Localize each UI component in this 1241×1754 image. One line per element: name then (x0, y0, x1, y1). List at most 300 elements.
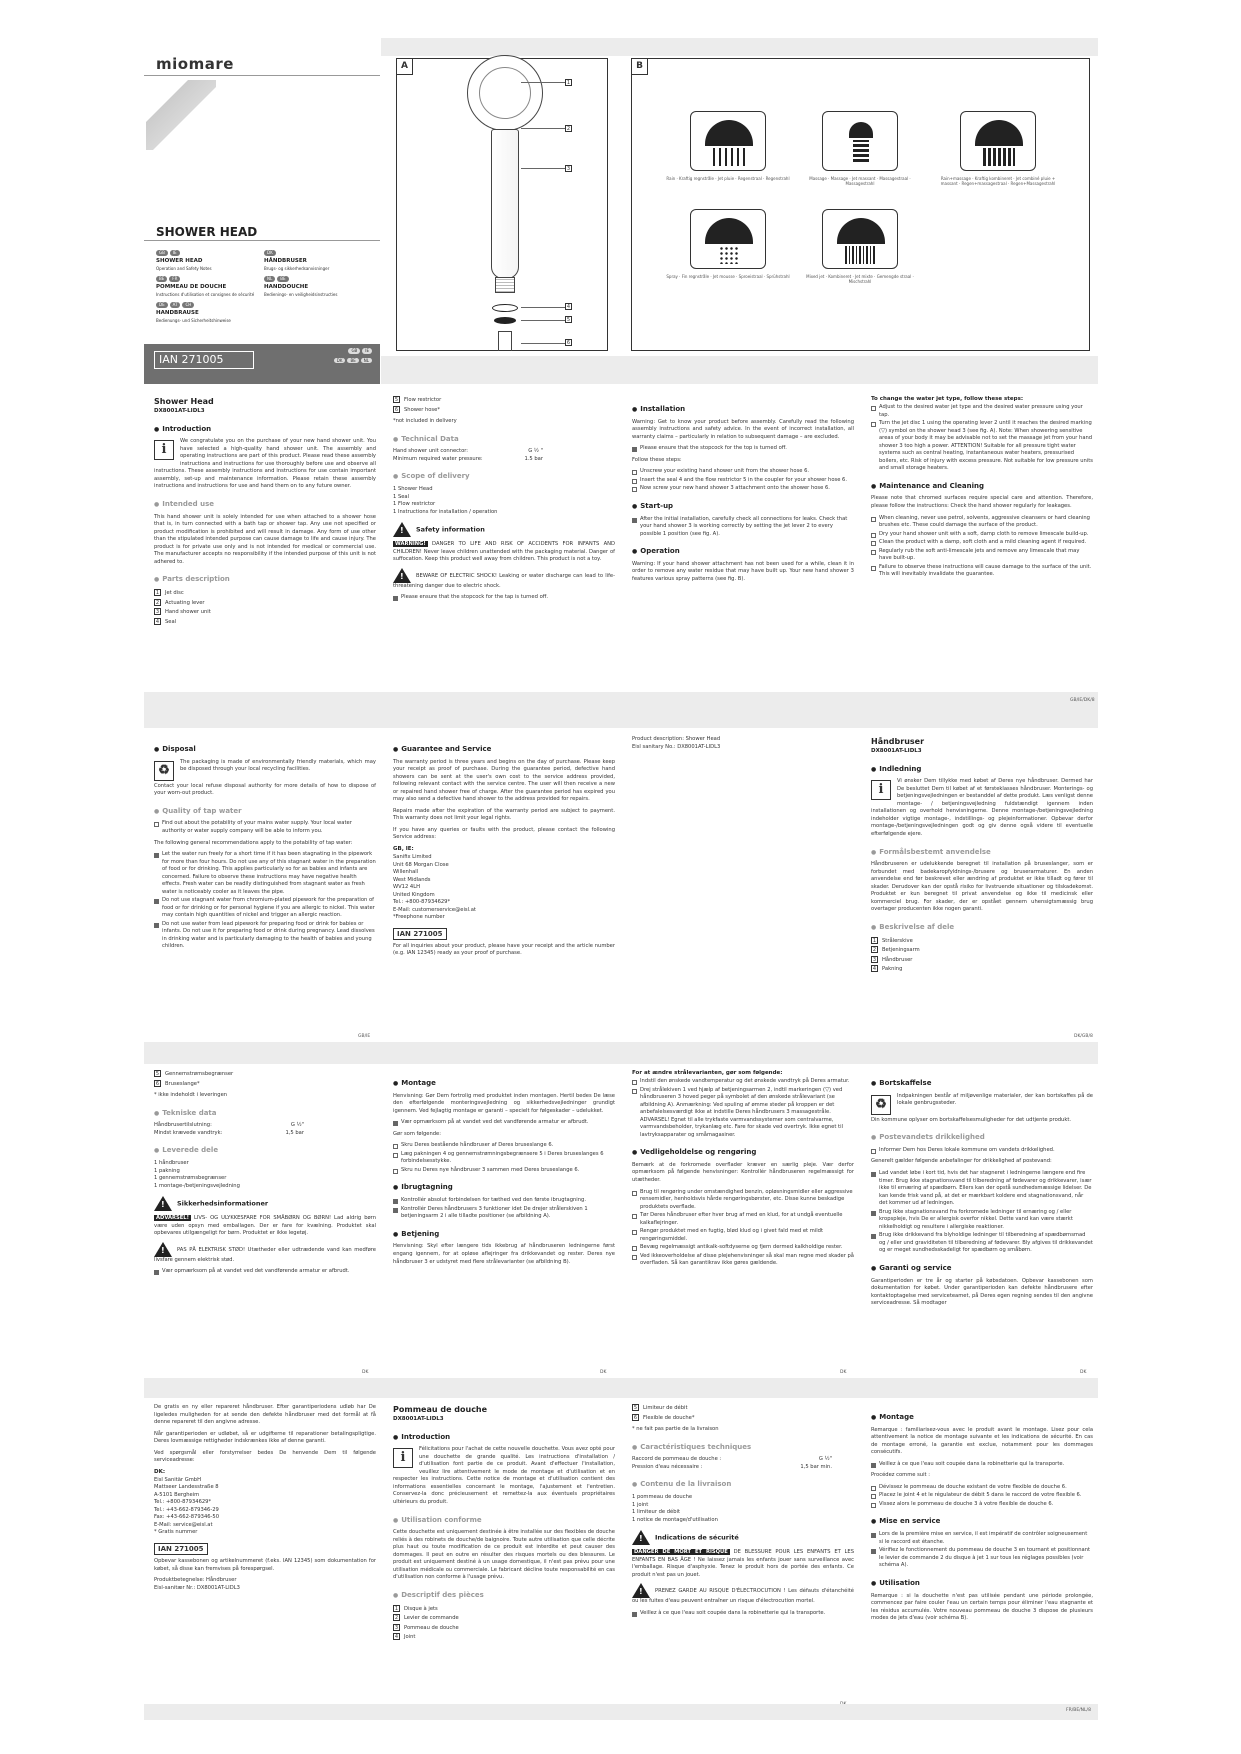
list-item: 2 Betjeningsarm (872, 947, 920, 954)
p4-col1 (154, 1404, 376, 1592)
list-item: Vær opmærksom på at vandet ved det vandførende armatur er afbrudt. (154, 1268, 376, 1276)
figure-band-top (381, 38, 1098, 56)
section-heading: ● Caractéristiques techniques (632, 1442, 854, 1453)
list-item: Rengør produktet med en fugtig, blød klud og i givet fald med et mildt rengøringsmiddel. (632, 1228, 854, 1243)
lang-pill: DE (156, 302, 168, 308)
bullet-list (393, 1197, 615, 1221)
lang-pill: GB (156, 250, 168, 256)
product-description: Produktbetegnelse: Håndbruser (154, 1577, 237, 1584)
lang-pill: BE (156, 276, 167, 282)
list-item: Vérifiez le fonctionnement du pommeau de douche 3 en tournant et positionnant le levier de commande 2 du disque à jet 1 sur tous les réglages possibles (voir schéma A). (871, 1547, 1093, 1570)
warning-text: WARNING! DANGER TO LIFE AND RISK OF ACCIDENTS FOR INFANTS AND CHILDREN! Never leave children unattended with the packaging material. Danger of suffocation. Keep this product well away from children. This product is not a toy. (393, 541, 616, 563)
list-item: Drej strålekiven 1 ved hjælp af betjeningsarmen 2, indtil markeringen (▽) ved håndbruseren 3 hoved peger på symbolet af den ønskede strålevariant (se afbildning A). Anmærkning: Ved spuling af ømme steder på kroppen er det anbefalelsesværdigt ikke at indstille Deres håndbrusers 3 massagestråle. ADVARSEL! Egnet til alle trykfaste varmvandssystemer som centralvarme, varmvandsbeholder, trykanlæg etc. Fare for skade ved overtryk. Ikke egnet til lavtryksapparater og småmagasiner. (632, 1087, 854, 1140)
list-item: 3 Hand shower unit (155, 609, 211, 616)
list-item: Brug til rengøring under omstændighed benzin, opløsningsmidler eller aggressive rensemidler, henholdsvis hårde rengøringsbørster, etc. Disse kunne beskadige produktets overflade. (632, 1189, 854, 1212)
country-badge: BE (347, 358, 358, 364)
figure-b (631, 58, 1090, 351)
info-icon: i (393, 1448, 413, 1468)
scope-item: 1 gennemstrømsbegrænser (154, 1175, 227, 1182)
list-item: Kontrollér Deres håndbrusers 3 funktioner idet De drejer strålerskiven 1 betjeningsarm 2 i alle tilladte positioner (se afbildning A). (393, 1206, 615, 1221)
product-name: HANDDOUCHE (264, 283, 309, 290)
list-item: 5 Gennemstrømsbegrænser (155, 1071, 234, 1077)
step-list (871, 1484, 1093, 1509)
section-heading: ● Introduction (154, 424, 376, 435)
safety-heading: !Safety information (393, 522, 615, 537)
paragraph: The packaging is made of environmentally friendly materials, which may be disposed through your local recycling facilities. (180, 758, 376, 773)
product-item-number: Eisl sanitary No.: DX8001AT-LIDL3 (632, 743, 721, 750)
recycle-icon: ♻ (154, 761, 174, 781)
list-item: Unscrew your existing hand shower unit from the shower hose 6. (632, 468, 854, 476)
list-item: Adjust to the desired water jet type and the desired water pressure using your tap. (871, 404, 1093, 419)
section-heading: ● Betjening (393, 1229, 615, 1240)
product-name: HÅNDBRUSER (264, 257, 307, 264)
list-item: 2 Levier de commande (394, 1615, 459, 1622)
paragraph: For all inquiries about your product, please have your receipt and the article number (e.g. IAN 12345) ready as your proof of purchase. (393, 942, 615, 957)
paragraph: Garantiperioden er tre år og starter på købsdatoen. Opbevar kassebonen som dokumentation for købet. Under garantiperioden kan defekte håndbrusere efter kontaktoptagelse med serviceteamet, på Deres egen regning sendes til den angivne serviceadresse. Så modtager (871, 1277, 1093, 1307)
lang-pill: BE (277, 276, 288, 282)
paragraph: Indpakningen består af miljøvenlige materialer, der kan bortskaffes på de lokale genbrugssteder. (897, 1092, 1093, 1107)
subheading: To change the water jet type, follow these steps: (871, 396, 1024, 402)
spray-caption: Rain · Kraftig regnstråle · Jet pluie · Regenstraal · Regenstrahl (666, 176, 790, 181)
bullet-list (632, 1610, 854, 1618)
lang-pill: FR (169, 276, 180, 282)
spec-row: Pression d'eau nécessaire : 1,5 bar min. (632, 1463, 832, 1470)
scope-item: 1 Flow restrictor (393, 501, 436, 508)
parts-list (393, 1605, 615, 1642)
list-item: Please ensure that the stopcock for the top is turned off. (632, 445, 854, 453)
section-heading: ● Guarantee and Service (393, 744, 615, 755)
spray-massage-icon (822, 111, 898, 171)
spray-mixed-icon (822, 209, 898, 269)
model-number: DX8001AT-LIDL3 (393, 1415, 444, 1422)
ian-label: IAN 271005 (154, 1543, 208, 1555)
section-heading: ● Ibrugtagning (393, 1182, 615, 1193)
callout-1: 1 (566, 80, 571, 86)
list-item: 5 Limiteur de débit (633, 1405, 688, 1411)
paragraph: The warranty period is three years and begins on the day of purchase. Please keep your receipt as proof of purchase. During the guarantee period, defective hand showers can be sent at the user's own cost to the service address provided, following relevant contact with the service centre. The user will then receive a new or repaired hand shower free of charge. After the guarantee period has expired you may also send a defective hand shower to the address provided for repairs. (393, 758, 615, 803)
list-item: Find out about the potability of your mains water supply. Your local water authority or water supply company will be able to inform you. (154, 820, 376, 835)
section-heading: ● Operation (632, 546, 854, 557)
p2-col4 (871, 736, 1093, 978)
bullet-list (154, 820, 376, 835)
parts-list (393, 396, 615, 414)
list-item: 5 Flow restrictor (394, 397, 442, 403)
scope-item: 1 håndbruser (154, 1160, 189, 1167)
paragraph: Henvisning: Skyl efter længere tids ikkebrug af håndbruseren ledningerne først engang igennem, for at opløse aflejringer fra drikkevandet og rester. Deres nye håndbruser 3 er udstyret med flere strålevarianter (se afbildning B). (393, 1243, 615, 1265)
callout-5: 5 (566, 317, 571, 323)
paragraph: Please note that chromed surfaces require special care and attention. Therefore, please follow the instructions: Check the hand shower regularly for leakages. (871, 495, 1093, 509)
figure-band-bottom (381, 356, 1098, 384)
section-heading: ● Scope of delivery (393, 471, 615, 482)
product-desc: Instructions d'utilisation et consignes de sécurité (156, 291, 255, 297)
product-fr (156, 276, 266, 297)
p2-col2 (393, 736, 615, 962)
callout-4: 4 (566, 304, 571, 310)
service-address: GB, IE: Sanifix Limited Unit 68 Morgan Close Willenhall West Midlands WV12 4LH United Kingdom Tel.: +800-87934629* E-Mail: customerservice@eisl.at *Freephone number (393, 846, 476, 921)
section-heading: ● Mise en service (871, 1516, 1093, 1527)
list-item: 6 Shower hose* (394, 406, 440, 413)
spec-row: Hand shower unit connector: G ½ " (393, 448, 543, 455)
scope-item: 1 pakning (154, 1167, 180, 1174)
section-heading: ● Technical Data (393, 434, 615, 445)
parts-list (632, 1404, 854, 1422)
country-badge: GB (348, 348, 360, 354)
cover-panel (144, 38, 380, 384)
spec-row: Minimum required water pressure: 1.5 bar (393, 455, 543, 462)
subheading: For at ændre strålevarianten, gør som følgende: (632, 1070, 783, 1076)
list-item: When cleaning, never use petrol, solvents, aggressive cleansers or hard cleaning brushes etc. These could damage the surface of the product. (871, 515, 1093, 530)
callout-lines (521, 168, 565, 169)
list-item: Vissez alors le pommeau de douche 3 à votre flexible de douche 6. (871, 1501, 1093, 1509)
list-item: 1 Disque à jets (394, 1605, 438, 1612)
section-heading: ● Montage (393, 1078, 615, 1089)
brand-logo: miomare (156, 55, 234, 73)
paragraph: Din kommune oplyser om bortskaffelsesmuligheder for det udtjente produkt. (871, 1116, 1072, 1123)
ian-label: IAN 271005 (393, 928, 447, 940)
warning-icon (632, 1583, 650, 1598)
list-item: Indstil den ønskede vandtemperatur og det ønskede vandtryk på Deres armatur. (632, 1078, 854, 1086)
lang-pill: DK (264, 250, 276, 256)
paragraph: Remarque : familiarisez-vous avec le produit avant le montage. Lisez pour cela attentivement la notice de montage suivante et les indications de sécurité. En cas de montage erroné, la garantie est exclue, notamment pour les dommages consécutifs. (871, 1426, 1093, 1456)
page-footer: DK/GB/8 (1074, 1034, 1093, 1039)
section-heading: ● Maintenance and Cleaning (871, 481, 1093, 492)
product-gb (156, 250, 266, 271)
section-heading: ● Formålsbestemt anvendelse (871, 847, 1093, 858)
list-item: Insert the seal 4 and the flow restrictor 5 in the coupler for your shower hose 6. (632, 477, 854, 485)
figure-b-label: B (632, 59, 648, 75)
list-item: Let the water run freely for a short time if it has been stagnating in the pipework for more than four hours. Do not use any of this stagnant water in the preparation of food or for drinking. This applies particularly so for as babies and infants are concerned. Failure to observe these instructions may have negative health effects. Fresh water can be readily distinguished from stagnant water as fresh water is noticeably cooler as it leaves the pipe. (154, 851, 376, 896)
section-heading: ● Start-up (632, 501, 854, 512)
step-list (393, 1142, 615, 1174)
p2-col3 (632, 736, 854, 751)
warning-icon (154, 1196, 172, 1211)
page-footer: GB/IE (358, 1034, 371, 1039)
list-item: Do not use water from lead pipework for preparing food or drink for babies or infants. Do not use it for preparing food or drink during pregnancy. Lead dissolves in drinking water and is particularly damaging to the health of babies and young children. (154, 921, 376, 951)
page-footer: FR/BE/NL/8 (1066, 1708, 1091, 1713)
p3-col2 (393, 1070, 615, 1270)
paragraph: The following general recommendations apply to the potability of tap water: (154, 839, 353, 846)
product-desc: Operation and Safety Notes (156, 265, 212, 271)
p4-col4 (871, 1404, 1093, 1627)
section-heading: ● Introduction (393, 1432, 615, 1443)
product-de (156, 302, 266, 323)
list-item: Skru Deres bestående håndbruser af Deres bruseslange 6. (393, 1142, 615, 1150)
paragraph: This hand shower unit is solely intended for use when attached to a shower hose that is, in turn connected with a bath tap or shower tap. Any use not specified or product modification is prohibited and will result in damage. Any form of use other than the stipulated intended purpose can cause damage to life and cause injury. The product is for private use only and is not intended for medical or commercial use. The manufacturer accepts no responsibility if the intended purpose of this unit is not adhered to. (154, 513, 376, 565)
spray-caption: Rain+massage · Kraftig kombineret · Jet combiné pluie + massant · Regen+massagestraal · Regen+Massagestrahl (940, 176, 1056, 187)
list-item: Ved ikkeoverholdelse af disse plejehenvisninger så skal man regne med skader på overfladen. Så kan garantikrav ikke gøres gældende. (632, 1253, 854, 1268)
paragraph: We congratulate you on the purchase of your new hand shower unit. You have selected a high-quality hand shower unit. The assembly and operating instructions are part of this product. Please read these assembly instructions and instructions for use thoroughly before use and observe all instructions. These assembly instructions and instructions for use contain important assembly, set-up and maintenance information. Please retain these assembly instructions and instructions for use and hand them on to any future owner. (154, 438, 376, 490)
section-heading: ● Postevandets drikkelighed (871, 1132, 1093, 1143)
doc-title: Shower Head (154, 397, 214, 406)
list-item: Veillez à ce que l'eau soit coupée dans la robinetterie qui la transporte. (871, 1461, 1093, 1469)
callout-lines (521, 343, 565, 344)
scope-item: 1 limiteur de débit (632, 1509, 681, 1516)
list-item: Now screw your new hand shower 3 attachment onto the shower hose 6. (632, 485, 854, 493)
country-badge: DK (334, 358, 346, 364)
bullet-list (632, 445, 854, 453)
list-item: 4 Pakning (872, 966, 903, 973)
warning-text: !PAS PÅ ELEKTRISK STØD! Utætheder eller udtrædende vand kan medføre livsfare gennem elektrisk stød. (154, 1242, 376, 1265)
warning-text: DANGER DE MORT ET RISQUE DE BLESSURE POUR LES ENFANTS ET LES ENFANTS EN BAS ÂGE ! Ne laissez jamais les enfants jouer sans surveillance avec l'emballage. Risque d'asphyxie. Tenez le produit hors de portée des enfants. Ce produit n'est pas un jouet. (632, 1549, 854, 1578)
list-item: Lad vandet løbe i kort tid, hvis det har stagneret i ledningerne længere end fire timer. Brug ikke stagnationsvand til tilberedning af fødevarer og drikkevarer, især ikke til ernæring af spædbørn. Ellers kan der opstå sundhedsmæssige lidelser. De kan kende frisk vand på, at det er mærkbart koldere end stagnationsvand, når det kommer ud af ledningen. (871, 1170, 1093, 1208)
bullet-list (154, 851, 376, 951)
spray-caption: Mixed jet · Kombineret · Jet mixte · Gemengde straal · Mischstrahl (806, 274, 914, 285)
list-item: Tør Deres håndbruser efter hver brug af med en klud, for at undgå eventuelle kalkaflejringer. (632, 1212, 854, 1227)
page-footer: GB/IE/DK/8 (1070, 698, 1095, 703)
scope-item: 1 notice de montage/d'utilisation (632, 1516, 718, 1523)
footnote: * ne fait pas partie de la livraison (632, 1426, 719, 1433)
paragraph: Gør som følgende: (393, 1130, 441, 1137)
bullet-list (393, 594, 615, 602)
paragraph: Ved spørgsmål eller forstyrrelser bedes De henvende Dem til følgende serviceadresse: (154, 1449, 376, 1464)
warning-text: ADVARSEL! LIVS- OG ULYKKESFARE FOR SMÅBØRN OG BØRN! Lad aldrig børn være uden opsyn med emballagen. Der er fare for kvælning. Produktet skal opbevares utilgængeligt for børn. Produktet er ikke legetøj. (154, 1215, 376, 1237)
list-item: Vær opmærksom på at vandet ved det vandførende armatur er afbrudt. (393, 1119, 615, 1127)
warning-icon (393, 522, 411, 537)
list-item: Please ensure that the stopcock for the tap is turned off. (393, 594, 615, 602)
bullet-list (871, 1531, 1093, 1570)
parts-list (154, 1070, 376, 1088)
shower-coupler-drawing (495, 277, 515, 293)
model-number: DX8001AT-LIDL3 (154, 407, 205, 414)
scope-item: 1 pommeau de douche (632, 1494, 693, 1501)
list-item: 2 Actuating lever (155, 599, 205, 606)
page-footer: DK (600, 1370, 607, 1375)
parts-list (871, 937, 1093, 974)
bullet-list (871, 1147, 1093, 1155)
shower-handle-drawing (491, 129, 519, 279)
cover-title: SHOWER HEAD (156, 225, 258, 239)
footer-band (144, 1042, 1098, 1064)
section-heading: ● Indledning (871, 764, 1093, 775)
list-item: 4 Joint (394, 1634, 416, 1641)
footnote: *not included in delivery (393, 418, 457, 425)
spray-caption: Spray · Fin regnstråle · Jet mousse · Sproeistraal · Sprühstrahl (666, 274, 790, 279)
section-heading: ● Beskrivelse af dele (871, 922, 1093, 933)
product-nl (264, 276, 374, 297)
list-item: 4 Seal (155, 618, 177, 625)
page-footer: DK (1080, 1370, 1087, 1375)
callout-2: 2 (566, 126, 571, 132)
step-list (632, 1078, 854, 1139)
product-name: POMMEAU DE DOUCHE (156, 283, 227, 290)
list-item: 3 Håndbruser (872, 956, 913, 963)
p3-col3 (632, 1070, 854, 1272)
warning-icon (393, 568, 411, 583)
callout-3: 3 (566, 166, 571, 172)
section-heading: ● Bortskaffelse (871, 1078, 1093, 1089)
section-heading: ● Leverede dele (154, 1145, 376, 1156)
restrictor-drawing (494, 317, 516, 324)
section-heading: ● Parts description (154, 574, 376, 585)
p2-col1 (154, 736, 376, 955)
model-number: DX8001AT-LIDL3 (871, 747, 922, 754)
spray-rain-massage-icon (960, 111, 1036, 171)
doc-title: Pommeau de douche (393, 1405, 488, 1414)
list-item: Lors de la première mise en service, il est impératif de contrôler soigneusement si le raccord est étanche. (871, 1531, 1093, 1546)
list-item: After the initial installation, carefully check all connections for leaks. Check that your hand shower 3 is working correctly by setting the jet lever 2 to every possible 1 position (see fig. A). (632, 516, 854, 539)
safety-heading: !Sikkerhedsinformationer (154, 1196, 376, 1211)
service-address: DK: Eisl Sanitär GmbH Mattseer Landesstraße 8 A-5101 Bergheim Tel.: +800-87934629* Tel.: +43-662-879346-29 Fax: +43-662-879346-50 E-Mail: service@eisl.at * Gratis nummer (154, 1468, 220, 1536)
country-badge: NL (361, 358, 372, 364)
paragraph: Procédez comme suit : (871, 1472, 930, 1479)
ian-box: IAN 271005 (154, 351, 254, 369)
spray-rain-icon (690, 111, 766, 171)
paragraph: Cette douchette est uniquement destinée à être installée sur des flexibles de douche reliés à des robinets de douche/de baignoire. Toute autre utilisation que celle décrite plus haut ou toute modification de ce produit est interdite et peut causer des dommages. Il peut en outre en résulter des risques mortels ou des blessures. Le produit est uniquement destiné à un usage domestique, il n'est pas prévu pour une utilisation médicale ou commerciale. Le fabricant décline toute responsabilité en cas d'utilisation non conforme à l'usage prévu. (393, 1529, 615, 1581)
paragraph: Follow these steps: (632, 456, 682, 463)
doc-title: Håndbruser (871, 737, 925, 746)
paragraph: If you have any queries or faults with the product, please contact the following Service address: (393, 826, 615, 841)
footnote: * ikke indeholdt i leveringen (154, 1092, 228, 1099)
section-heading: ● Installation (632, 404, 854, 415)
p1-col2 (393, 396, 615, 606)
list-item: Bevæg regelmæssigt antikalk-softdyserne og fjern dermed kalkholdige rester. (632, 1244, 854, 1252)
country-badges (314, 348, 374, 365)
p4-col2 (393, 1404, 615, 1646)
product-photo (146, 80, 216, 150)
paragraph: Håndbruseren er udelukkende beregnet til installation på bruseslanger, som er forbundet med badekaropfyldnings-/brusere og bruserarmaturer. En anden anvendelse end før beskrevet eller ændring af produktet er ikke tilladt og fører til skader. Derudover kan der opstå risiko for livstruende situationer og tilskadekomst. Produktet er kun beregnet til privat anvendelse og ikke til medicinsk eller kommerciel brug. For skader, der er opstået gennem uhensigtsmæssig brug overtager producenten ikke nogen garanti. (871, 861, 1093, 913)
seal-drawing (492, 304, 518, 312)
section-heading: ● Utilisation (871, 1578, 1093, 1589)
list-item: Turn the jet disc 1 using the operating lever 2 until it reaches the desired marking (▽) symbol on the shower head 3 (see fig. A). Note: When showering sensitive areas of your body it may be advisable not to set the massage jet from your hand shower 3 too high a power. ATTENTION! Suitable for all pressure tight water systems such as central heating, instantaneous water heaters, pressurised boilers, etc. Risk of injury with excess pressure. Not suitable for low pressure units and small storage heaters. (871, 420, 1093, 473)
paragraph: Vi ønsker Dem tillykke med købet af Deres nye håndbruser. Dermed har De besluttet Dem til købet af et førsteklasses håndbruser. Monterings- og betjeningsvejledningen er bestanddel af dette produkt. Læs venligst denne montage- / betjeningsvejledning fuldstændigt igennem inden installationen og overhold henvisningerne. Denne montage-/betjeningsvejledning indeholder vigtige montage-, indstillings- og plejeinformationer. Opbevar derfor montage-/betjeningsvejledningen godt og giv denne også videre til eventuelle efterfølgende ejere. (871, 778, 1093, 837)
bullet-list (393, 1119, 615, 1127)
country-badge: IE (362, 348, 372, 354)
product-item-number: Eisl-sanitær Nr.: DX8001AT-LIDL3 (154, 1584, 240, 1591)
paragraph: Repairs made after the expiration of the warranty period are subject to payment. This warranty does not limit your legal rights. (393, 807, 615, 822)
callout-lines (521, 128, 565, 129)
paragraph: Generelt gælder følgende anbefalinger for drikkelighed af postevand: (871, 1158, 1052, 1165)
paragraph: Remarque : si la douchette n'est pas utilisée pendant une période prolongée, commencez par faire couler l'eau un certain temps pour éliminer l'eau stagnante et les résidus accumulés. Votre nouveau pommeau de douche 3 dispose de plusieurs modes de jets d'eau (voir schéma B). (871, 1592, 1093, 1622)
list-item: Skru nu Deres nye håndbruser 3 sammen med Deres bruseslange 6. (393, 1167, 615, 1175)
page-footer: DK (362, 1370, 369, 1375)
list-item: 3 Pommeau de douche (394, 1624, 459, 1631)
list-item: Dévissez le pommeau de douche existant de votre flexible de douche 6. (871, 1484, 1093, 1492)
list-item: Regularly rub the soft anti-limescale jets and remove any limescale that may have built-up. (871, 548, 1093, 563)
list-item: Læg pakningen 4 og gennemstrømningsbegrænsere 5 i Deres bruseslanges 6 forbindelsesstykke. (393, 1151, 615, 1166)
recycle-icon: ♻ (871, 1095, 891, 1115)
callout-lines (521, 82, 565, 83)
product-desc: Brugs- og sikkerhedsanvisninger (264, 265, 330, 271)
list-item: 6 Flexible de douche* (633, 1414, 695, 1421)
lang-pill: AT (170, 302, 181, 308)
page-footer: DK (840, 1370, 847, 1375)
spray-caption: Massage · Massage · Jet massant · Massagestraal · Massagestrahl (809, 176, 911, 187)
lang-pill: IE (170, 250, 180, 256)
paragraph: Contact your local refuse disposal authority for more details of how to dispose of your worn-out product. (154, 782, 376, 797)
list-item: 1 Strålerskive (872, 937, 913, 944)
section-heading: ● Contenu de la livraison (632, 1479, 854, 1490)
list-item: Failure to observe these instructions will cause damage to the surface of the unit. This will inevitably invalidate the guarantee. (871, 564, 1093, 579)
warning-text: !PRENEZ GARDE AU RISQUE D'ÉLECTROCUTION ! Les défauts d'étanchéité ou les fuites d'eau peuvent entraîner un risque d'électrocution mortel. (632, 1583, 854, 1606)
paragraph: Henvisning: Gør Dem fortrolig med produktet inden montagen. Hertil bedes De læse den efterfølgende monteringsvejledning og sikkerhedsvejledninger grundigt igennem. Ved fejlagtig montage er garanti – specielt for følgeskader – udelukket. (393, 1092, 615, 1114)
section-heading: ● Tekniske data (154, 1108, 376, 1119)
scope-item: 1 Seal (393, 493, 410, 500)
p3-col4 (871, 1070, 1093, 1312)
callout-lines (521, 320, 565, 321)
list-item: 1 Jet disc (155, 590, 184, 597)
brand-underline (144, 75, 380, 76)
product-desc: Bedienungs- und Sicherheitshinweise (156, 317, 231, 323)
bullet-list (871, 1461, 1093, 1469)
parts-list (154, 589, 376, 626)
list-item: 6 Bruseslange* (155, 1080, 200, 1087)
bullet-list (871, 1170, 1093, 1255)
scope-item: 1 Instructions for installation / operation (393, 508, 498, 515)
warning-text: !BEWARE OF ELECTRIC SHOCK! Leaking or water discharge can lead to life-threatening danger due to electric shock. (393, 568, 615, 591)
figure-a-label: A (397, 59, 413, 75)
p1-col3 (632, 396, 854, 588)
list-item: Brug ikke stagnationsvand fra forkromede ledninger til ernæring og / eller kropspleje, hvis De er allergisk overfor nikkel. Dette vand kan være stærkt nikkelholdigt og resultere i allergiske reaktioner. (871, 1209, 1093, 1232)
list-item: Clean the product with a damp, soft cloth and a mild cleaning agent if required. (871, 539, 1093, 547)
p1-col4 (871, 396, 1093, 583)
shower-head-inner (479, 67, 531, 119)
scope-item: 1 montage-/betjeningsvejledning (154, 1182, 240, 1189)
lang-pill: CH (182, 302, 194, 308)
spec-row: Håndbrusertilslutning: G ½" (154, 1122, 304, 1129)
paragraph: Bemærk at de forkromede overflader kræver en særlig pleje. Vær derfor opmærksom på følgende henvisninger: Kontrollér håndbruseren regelmæssigt for utætheder. (632, 1161, 854, 1183)
callout-6: 6 (566, 340, 571, 346)
footer-band (144, 1378, 1098, 1398)
safety-heading: !Indications de sécurité (632, 1530, 854, 1545)
paragraph: Félicitations pour l'achat de cette nouvelle douchette. Vous avez opté pour une douchette de grande qualité. Les instructions d'installation / d'utilisation font partie de ce produit. Avant d'effectuer l'installation, veuillez lire attentivement le mode de montage et d'utilisation et en respecter les instructions. Cette notice de montage et d'utilisation contient des informations essentielles concernant le montage, l'ajustement et l'entretien. Conservez-la donc précieusement et remettez-la aux éventuels propriétaires ultérieurs du produit. (393, 1446, 615, 1505)
section-heading: ● Montage (871, 1412, 1093, 1423)
info-icon: i (871, 780, 891, 800)
list-item: Brug ikke drikkevand fra blyholdige ledninger til tilberedning af spædbørnsmad og / eller und graviditeten til tilberedning af fødevarer. Bly afgives til drikkevandet og er meget sundhedsskadeligt for spædbørn og småbørn. (871, 1232, 1093, 1255)
scope-item: 1 Shower Head (393, 486, 433, 493)
product-name: HANDBRAUSE (156, 309, 199, 316)
scope-item: 1 joint (632, 1501, 649, 1508)
list-item: Do not use stagnant water from chromium-plated pipework for the preparation of food or for drinking or for personal hygiene if you are allergic to nickel. This water may contain high quantities of nickel and trigger an allergic reaction. (154, 897, 376, 920)
paragraph: De gratis en ny eller repareret håndbruser. Efter garantiperiodens udløb har De ligeledes muligheden for at sende den defekte håndbruser med det formål at få denne repareret til den angivne adresse. (154, 1404, 376, 1426)
section-heading: ● Quality of tap water (154, 806, 376, 817)
list-item: Kontrollér absolut forbindelsen for tæthed ved den første ibrugtagning. (393, 1197, 615, 1205)
bullet-list (154, 1268, 376, 1276)
footer-band (144, 1704, 1098, 1720)
bullet-list (871, 515, 1093, 579)
footer-band (144, 692, 1098, 728)
p4-col3 (632, 1404, 854, 1621)
list-item: Informer Dem hos Deres lokale kommune om vandets drikkelighed. (871, 1147, 1093, 1155)
list-item: Dry your hand shower unit with a soft, damp cloth to remove limescale build-up. (871, 531, 1093, 539)
paragraph: Warning: Get to know your product before assembly. Carefully read the following assembly instructions and safety advice. In the event of incorrect installation, all warranty claims – particularly in relation to subsequent damage – are excluded. (632, 418, 854, 440)
spray-spray-icon (690, 209, 766, 269)
spec-row: Mindst krævede vandtryk: 1,5 bar (154, 1129, 304, 1136)
section-heading: ● Descriptif des pièces (393, 1590, 615, 1601)
section-heading: ● Utilisation conforme (393, 1515, 615, 1526)
product-name: SHOWER HEAD (156, 257, 203, 264)
bullet-list (632, 1189, 854, 1268)
product-desc: Bedienings- en veiligheidsinstructies (264, 291, 338, 297)
callout-lines (521, 307, 565, 308)
list-item: Placez le joint 4 et le régulateur de débit 5 dans le raccord de votre flexible 6. (871, 1492, 1093, 1500)
section-heading: ● Disposal (154, 744, 376, 755)
section-heading: ● Vedligeholdelse og rengøring (632, 1147, 854, 1158)
list-item: Veillez à ce que l'eau soit coupée dans la robinetterie qui la transporte. (632, 1610, 854, 1618)
hose-drawing (498, 331, 512, 351)
product-description: Product description: Shower Head (632, 736, 721, 742)
step-list (871, 404, 1093, 473)
paragraph: Warning: If your hand shower attachment has not been used for a while, clean it in order to remove any water residue that may have built up. Your new hand shower 3 features various spray patterns (see fig. B). (632, 560, 854, 582)
product-dk (264, 250, 374, 271)
cover-title-rule (144, 240, 380, 241)
section-heading: ● Intended use (154, 499, 376, 510)
warning-icon (154, 1242, 172, 1257)
figure-a (396, 58, 608, 351)
paragraph: Opbevar kassebonen og artikelnummeret (f.eks. IAN 12345) som dokumentation for købet, så disse kan fremvises på forespørgsel. (154, 1558, 376, 1572)
p1-col1 (154, 396, 376, 630)
section-heading: ● Garanti og service (871, 1263, 1093, 1274)
bullet-list (632, 516, 854, 539)
